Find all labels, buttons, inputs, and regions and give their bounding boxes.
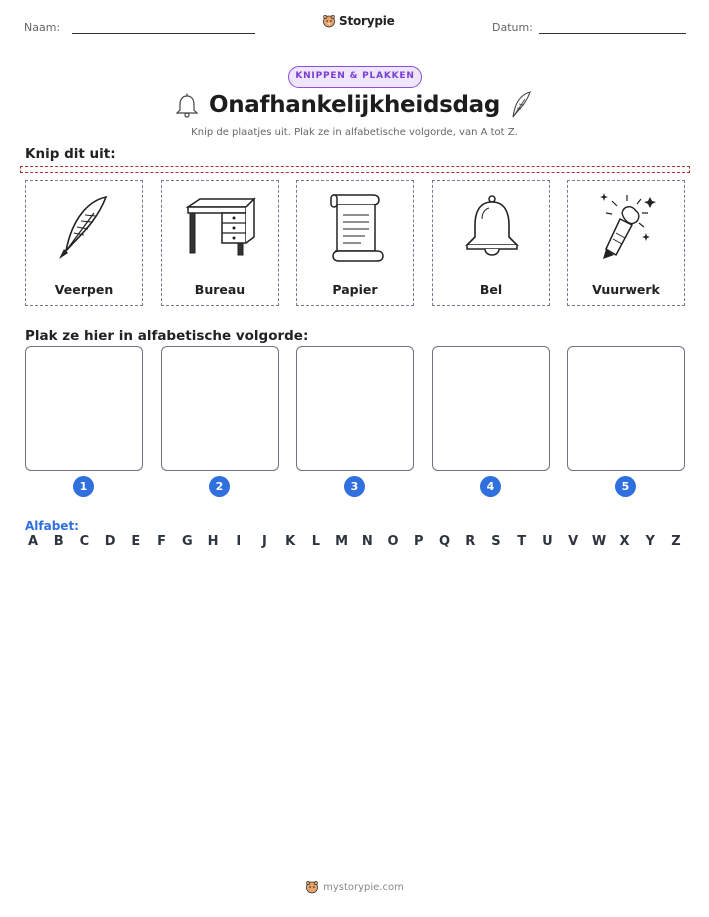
desk-icon [186, 189, 256, 265]
storypie-mascot-icon [322, 14, 336, 28]
alphabet-letter: W [591, 534, 607, 549]
page-title: Onafhankelijkheidsdag [208, 92, 501, 118]
alphabet-letter: S [491, 534, 501, 549]
footer [0, 880, 709, 894]
alphabet-letter: B [53, 534, 64, 549]
alphabet-letter: X [619, 534, 630, 549]
alphabet-letter: J [262, 534, 267, 549]
alphabet-letter: R [465, 534, 476, 549]
alphabet-letter: K [285, 534, 296, 549]
paper-scroll-icon [321, 189, 391, 265]
paste-box-3[interactable] [296, 346, 414, 471]
alphabet-letter: U [542, 534, 553, 549]
number-badge-2: 2 [209, 476, 230, 497]
card-vuurwerk[interactable] [567, 180, 685, 306]
alphabet-letter: Q [438, 534, 451, 549]
paste-box-4[interactable] [432, 346, 550, 471]
alphabet-letter: C [79, 534, 90, 549]
paste-box-5[interactable] [567, 346, 685, 471]
quill-pen-icon [50, 189, 120, 265]
alphabet-letter: H [207, 534, 219, 549]
alphabet-letter: L [311, 534, 321, 549]
card-label: Bel [479, 282, 503, 297]
number-badge-5: 5 [615, 476, 636, 497]
date-line [539, 33, 686, 34]
brand-name: Storypie [339, 14, 395, 28]
cut-section-label: Knip dit uit: [25, 146, 116, 162]
alphabet-letter: Y [645, 534, 655, 549]
card-label: Veerpen [54, 282, 114, 297]
bell-icon [457, 189, 527, 265]
card-label: Vuurwerk [592, 282, 660, 297]
paste-box-2[interactable] [161, 346, 279, 471]
alphabet-letter: T [517, 534, 527, 549]
alphabet-letter: P [414, 534, 424, 549]
alphabet-label: Alfabet: [25, 519, 79, 533]
card-papier[interactable] [296, 180, 414, 306]
card-bureau[interactable] [161, 180, 279, 306]
firework-icon [592, 189, 662, 265]
alphabet-letter: E [131, 534, 141, 549]
alphabet-letter: N [361, 534, 373, 549]
alphabet-letter: F [157, 534, 167, 549]
storypie-mascot-icon [305, 880, 319, 894]
alphabet-letter: D [104, 534, 116, 549]
card-veerpen[interactable] [25, 180, 143, 306]
brand-logo [322, 14, 395, 28]
alphabet-letter: Z [671, 534, 681, 549]
alphabet-letter: V [568, 534, 579, 549]
alphabet-letter: I [236, 534, 242, 549]
name-label: Naam: [24, 21, 61, 34]
cut-line [20, 166, 690, 173]
card-label: Papier [332, 282, 378, 297]
date-label: Datum: [492, 21, 533, 34]
number-badge-1: 1 [73, 476, 94, 497]
name-line [72, 33, 255, 34]
number-badge-3: 3 [344, 476, 365, 497]
card-label: Bureau [194, 282, 246, 297]
paste-box-1[interactable] [25, 346, 143, 471]
alphabet-letter: M [335, 534, 349, 549]
number-badge-4: 4 [480, 476, 501, 497]
paste-section-label: Plak ze hier in alfabetische volgorde: [25, 328, 309, 344]
quill-pen-icon [509, 90, 533, 120]
activity-badge: KNIPPEN & PLAKKEN [288, 66, 422, 88]
alphabet-letter: G [181, 534, 193, 549]
alphabet-row [26, 534, 683, 549]
card-bel[interactable] [432, 180, 550, 306]
alphabet-letter: A [27, 534, 39, 549]
alphabet-letter: O [387, 534, 399, 549]
instructions: Knip de plaatjes uit. Plak ze in alfabetische volgorde, van A tot Z. [191, 127, 518, 138]
footer-url: mystorypie.com [323, 881, 404, 893]
header [0, 14, 709, 44]
